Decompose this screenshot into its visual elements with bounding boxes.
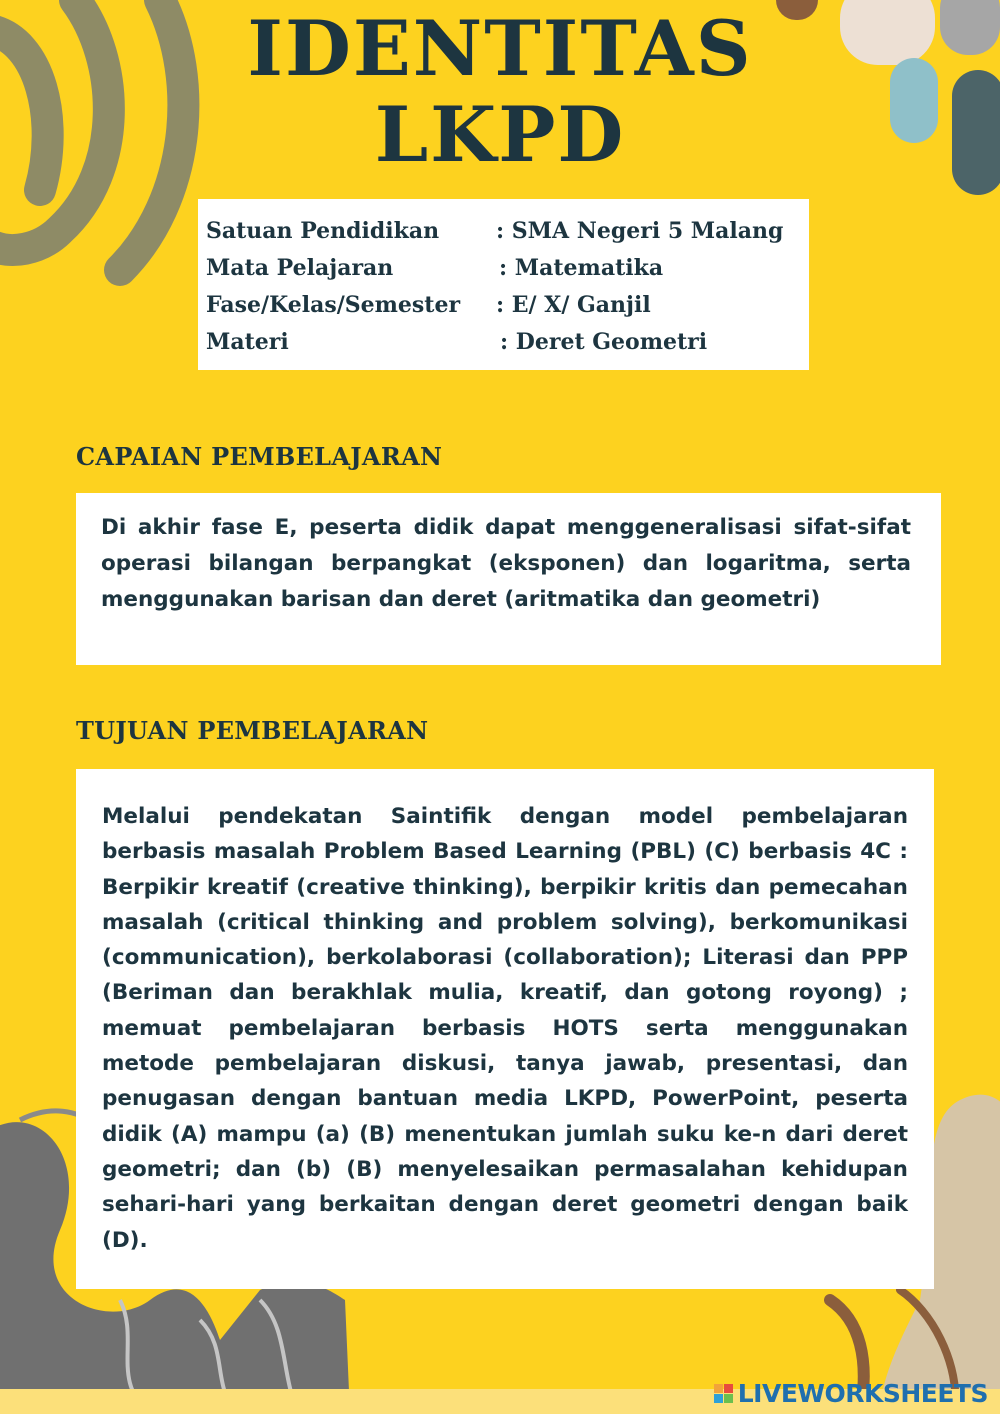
title-line-1: IDENTITAS [247,4,753,93]
identity-label: Mata Pelajaran [206,255,394,281]
identity-row [206,250,809,287]
identity-value: : E/ X/ Ganjil [496,292,651,318]
identity-value: : Matematika [499,255,664,281]
identity-row [206,287,809,324]
liveworksheets-text: LIVEWORKSHEETS [737,1378,988,1408]
tujuan-text-box [76,769,934,1289]
tujuan-heading: TUJUAN PEMBELAJARAN [76,716,429,745]
identity-box [198,199,809,370]
identity-value: : Deret Geometri [500,329,708,355]
capaian-text: Di akhir fase E, peserta didik dapat menggeneralisasi sifat-sifat operasi bilangan berpangkat (eksponen) dan logaritma, serta menggunakan barisan dan deret (aritmatika dan geometri) [101,515,911,612]
identity-label: Satuan Pendidikan [206,218,440,244]
identity-value: : SMA Negeri 5 Malang [496,218,784,244]
liveworksheets-brand[interactable] [714,1375,988,1411]
title-line-2: LKPD [374,90,626,179]
page-title [0,6,1000,178]
tujuan-text: Melalui pendekatan Saintifik dengan model pembelajaran berbasis masalah Problem Based Learning (PBL) (C) berbasis 4C : Berpikir kreatif (creative thinking), berpikir kritis dan pemecahan masalah (critical thinking and problem solving), berkomunikasi (communication), berkolaborasi (collaboration); Literasi dan PPP (Beriman dan berakhlak mulia, kreatif, dan gotong royong) ; memuat pembelajaran berbasis HOTS serta menggunakan metode pembelajaran diskusi, tanya jawab, presentasi, dan penugasan dengan bantuan media LKPD, PowerPoint, peserta didik (A) mampu (a) (B) menentukan jumlah suku ke-n dari deret geometri; dan (b) (B) menyelesaikan permasalahan kehidupan sehari-hari yang berkaitan dengan deret geometri dengan baik (D). [102,804,908,1253]
capaian-text-box [76,493,941,665]
capaian-heading: CAPAIAN PEMBELAJARAN [76,442,443,471]
identity-label: Fase/Kelas/Semester [206,292,461,318]
liveworksheets-logo-icon [714,1384,733,1403]
identity-label: Materi [206,329,289,355]
identity-row [206,324,809,361]
identity-row [206,213,809,250]
